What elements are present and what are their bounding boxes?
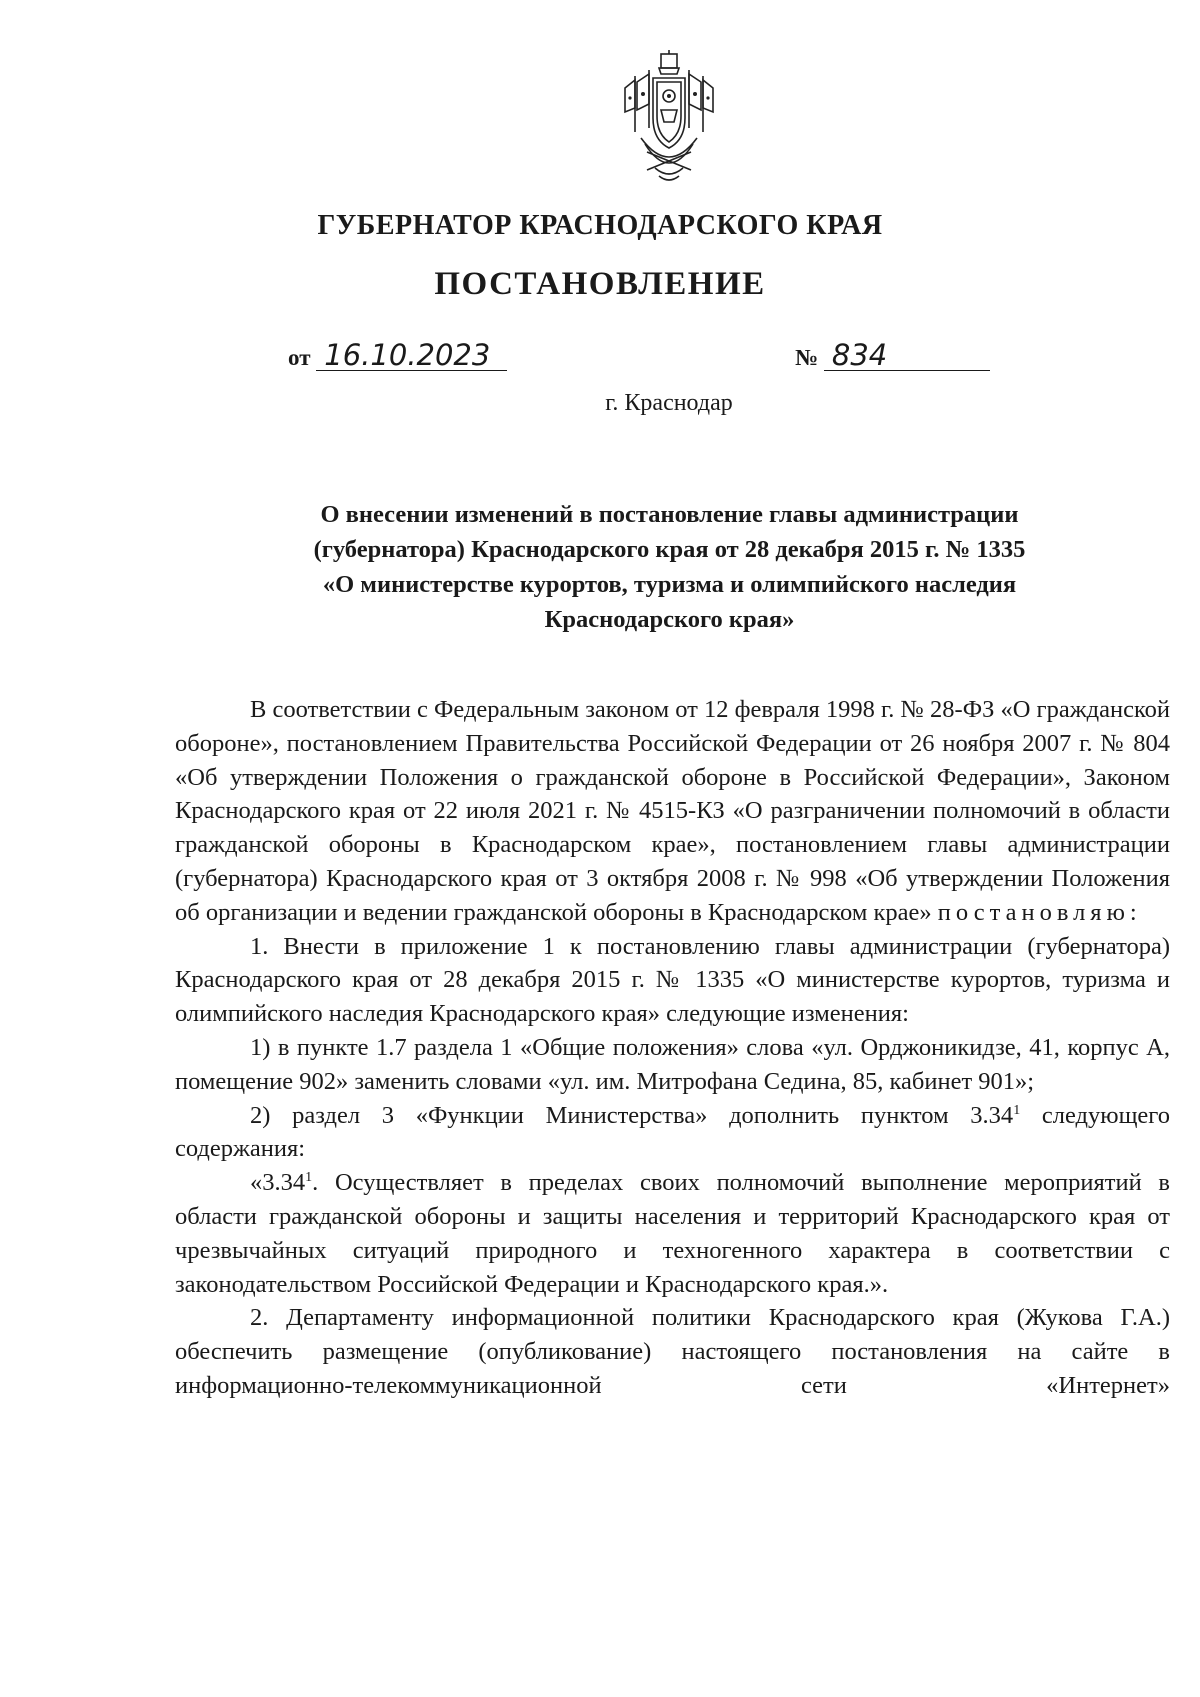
superscript: 1 — [1013, 1102, 1021, 1118]
subitem-2-text: 2) раздел 3 «Функции Министерства» дополнить пунктом 3.34 — [250, 1101, 1014, 1129]
quote-start: «3.34 — [250, 1169, 306, 1197]
authority-title: ГУБЕРНАТОР КРАСНОДАРСКОГО КРАЯ — [317, 210, 883, 241]
heading-line: Краснодарского края» — [544, 606, 795, 633]
paragraph-quote — [175, 1166, 1170, 1301]
paragraph-preamble — [175, 693, 1170, 930]
date-line — [288, 340, 507, 371]
document-body — [175, 693, 1170, 1403]
krasnodar-coat-of-arms-icon — [619, 48, 719, 188]
document-heading — [170, 497, 1169, 637]
paragraph-subitem-2 — [175, 1099, 1170, 1167]
heading-line: «О министерстве курортов, туризма и олимпийского наследия — [322, 571, 1017, 598]
resolve-word: постановляю: — [937, 898, 1142, 926]
quote-text: . Осуществляет в пределах своих полномочий выполнение мероприятий в области гражданской обороны и защиты населения и территорий Краснодарского края от чрезвычайных ситуаций природного и техногенного характера в соответствии с законодательством Российской Федерации и Краснодарского края.». — [175, 1169, 1170, 1298]
handwritten-number: 834 — [824, 340, 990, 371]
paragraph-item-1: 1. Внести в приложение 1 к постановлению главы администрации (губернатора) Краснодарского края от 28 декабря 2015 г. № 1335 «О министерстве курортов, туризма и олимпийского наследия Краснодарского края» следующие изменения: — [175, 932, 1170, 1028]
number-prefix: № — [795, 345, 819, 370]
paragraph-item-2: 2. Департаменту информационной политики Краснодарского края (Жукова Г.А.) обеспечить размещение (опубликование) настоящего постановления на сайте в информационно-телекоммуникационной сети «Интернет» — [175, 1304, 1170, 1399]
heading-line: О внесении изменений в постановление главы администрации — [320, 501, 1019, 528]
date-prefix: от — [288, 345, 311, 370]
paragraph-subitem-1: 1) в пункте 1.7 раздела 1 «Общие положения» слова «ул. Орджоникидзе, 41, корпус А, помещение 902» заменить словами «ул. им. Митрофана Седина, 85, кабинет 901»; — [175, 1033, 1170, 1095]
heading-line: (губернатора) Краснодарского края от 28 декабря 2015 г. № 1335 — [313, 536, 1026, 563]
document-type: ПОСТАНОВЛЕНИЕ — [434, 266, 766, 302]
subitem-2-tail: следующего содержания: — [175, 1101, 1170, 1163]
city: г. Краснодар — [605, 390, 733, 416]
number-line — [795, 340, 990, 371]
preamble-text: В соответствии с Федеральным законом от 12 февраля 1998 г. № 28-ФЗ «О гражданской обороне», постановлением Правительства Российской Федерации от 26 ноября 2007 г. № 804 «Об утверждении Положения о гражданской обороне в Российской Федерации», Законом Краснодарского края от 22 июля 2021 г. № 4515-КЗ «О разграничении полномочий в области гражданской обороны в Краснодарском крае», постановлением главы администрации (губернатора) Краснодарского края от 3 октября 2008 г. № 998 «Об утверждении Положения об организации и ведении гражданской обороны в Краснодарском крае» — [175, 696, 1170, 926]
handwritten-date: 16.10.2023 — [316, 340, 507, 371]
superscript: 1 — [305, 1170, 313, 1185]
